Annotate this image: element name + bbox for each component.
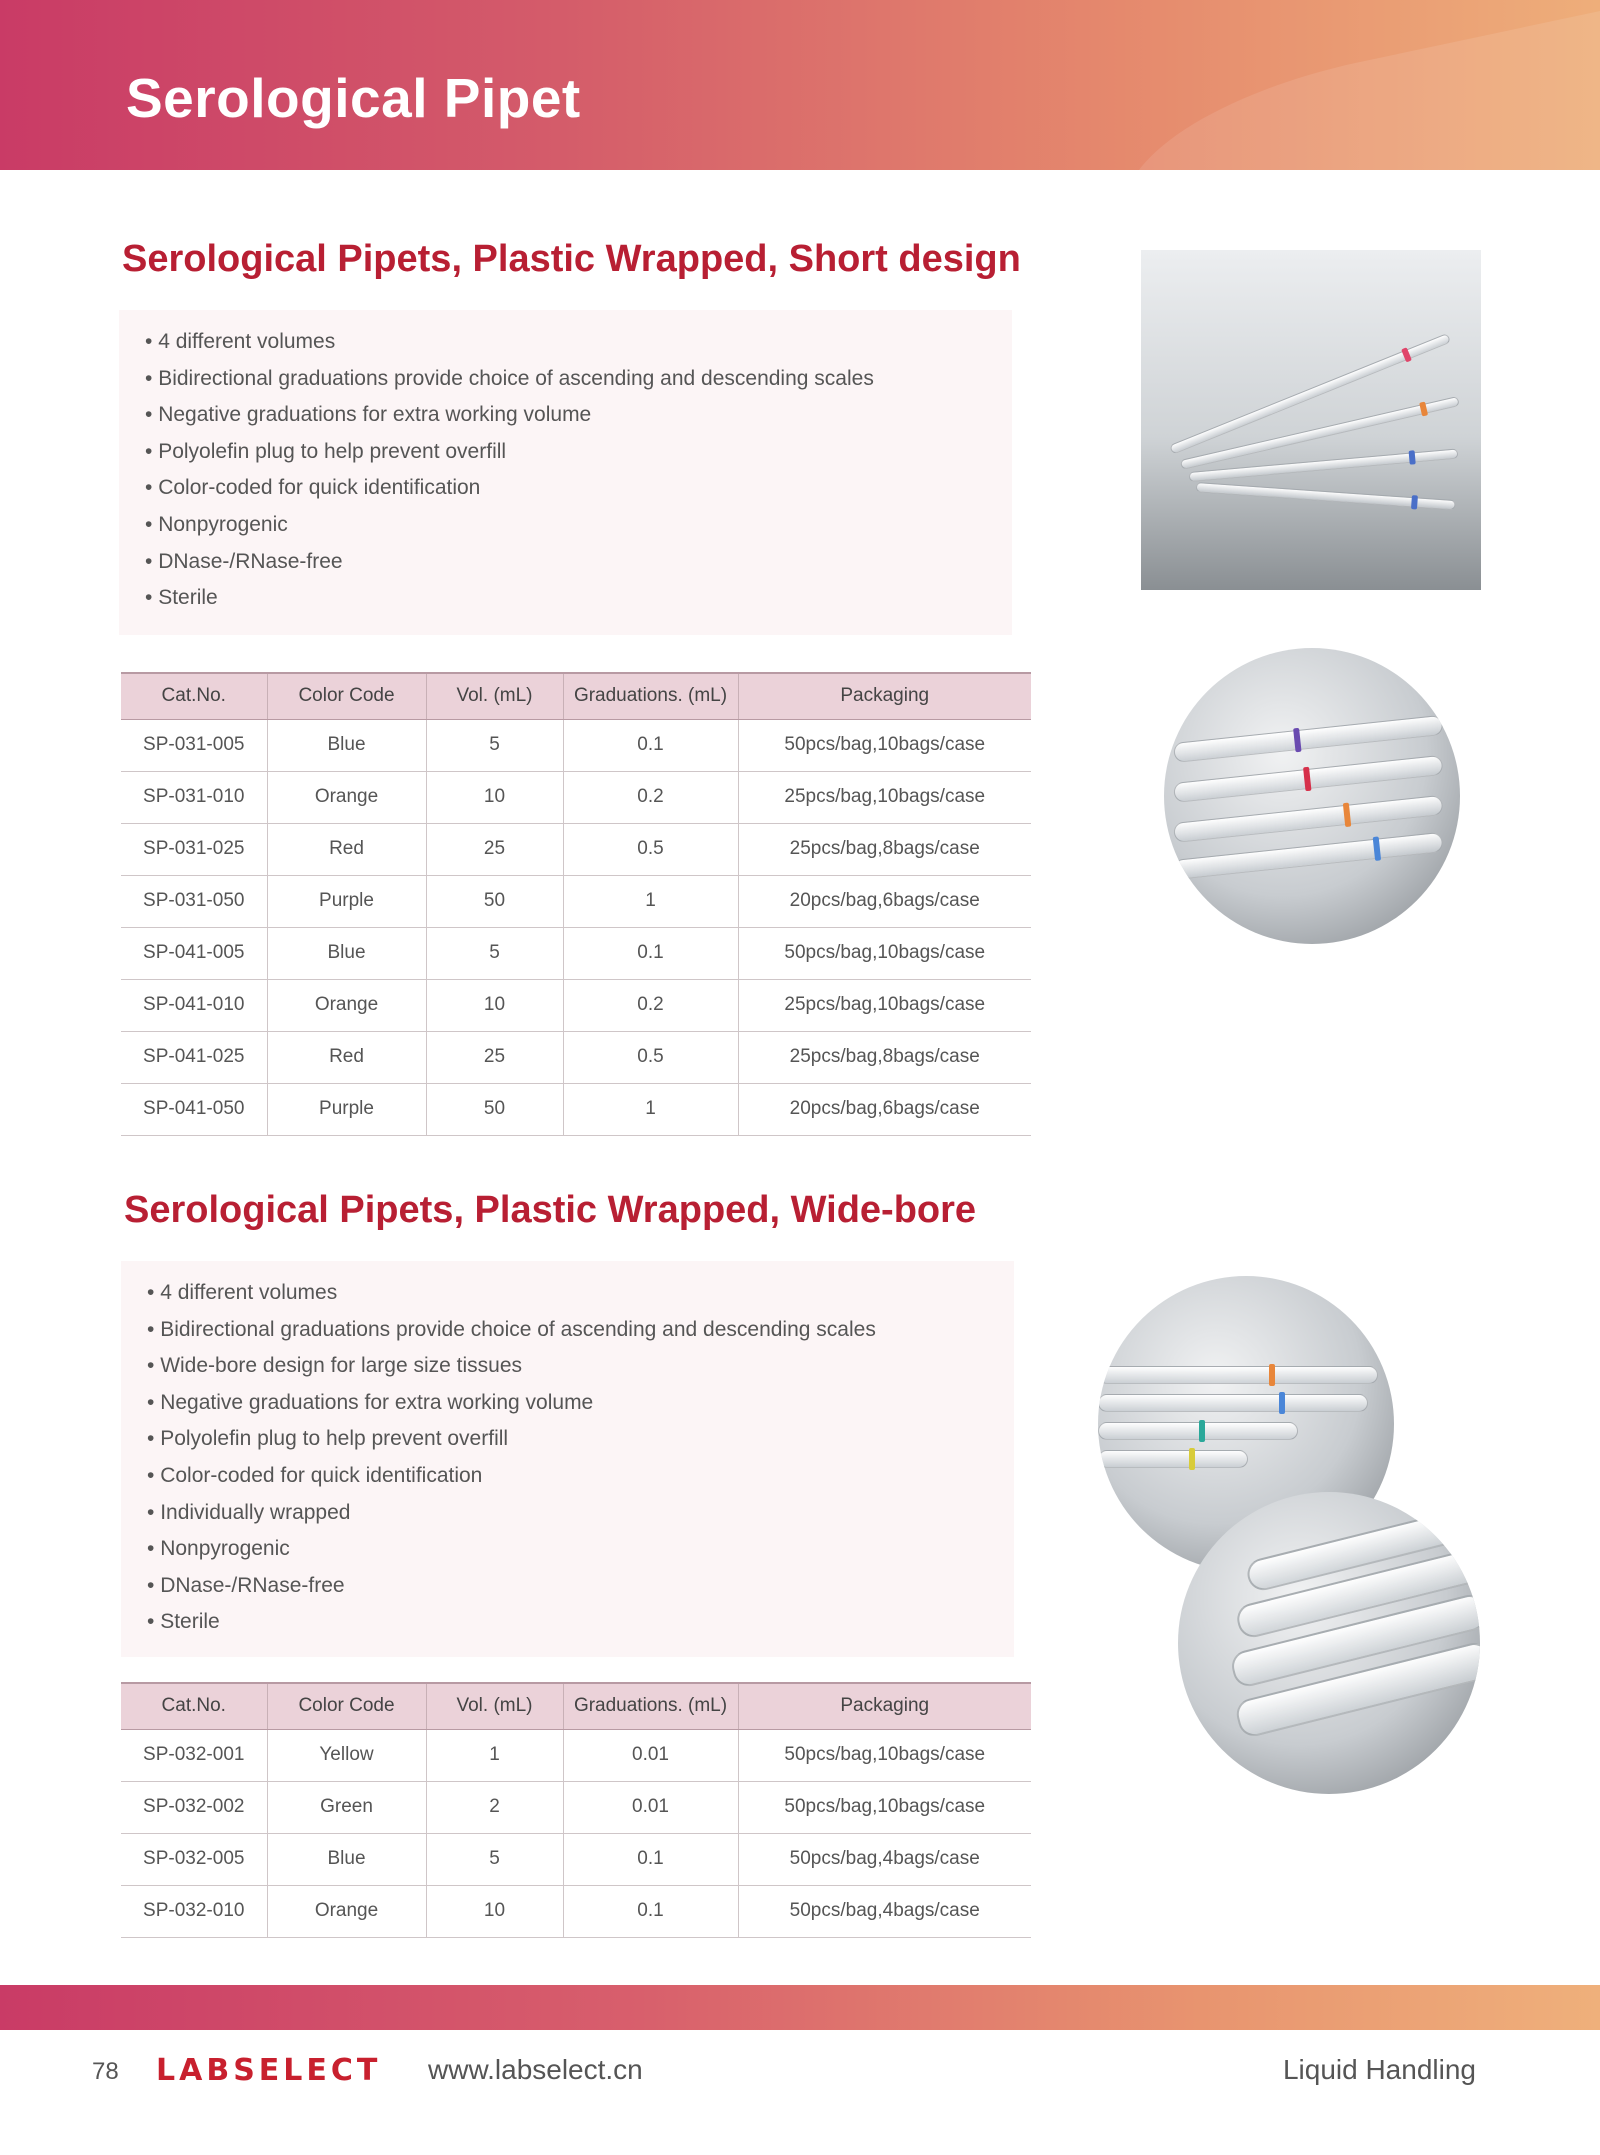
cell-volume: 5 [426,719,563,771]
website-link[interactable]: www.labselect.cn [428,2054,643,2085]
feature-box-short-design [119,310,1012,635]
cell-cat-no: SP-032-010 [121,1885,267,1937]
feature-list [119,310,1012,617]
cell-color-code: Red [267,823,426,875]
cell-cat-no: SP-032-001 [121,1729,267,1781]
feature-item: • 4 different volumes [147,1275,1014,1312]
table-row [121,719,1031,771]
pipet-shape [1173,755,1444,803]
cell-packaging: 50pcs/bag,4bags/case [738,1833,1031,1885]
feature-item: • Negative graduations for extra working volume [145,397,1012,434]
feature-list [121,1261,1014,1641]
cell-graduations: 0.01 [563,1729,738,1781]
cell-packaging: 50pcs/bag,10bags/case [738,1781,1031,1833]
feature-item: • Color-coded for quick identification [145,470,1012,507]
cell-packaging: 50pcs/bag,10bags/case [738,719,1031,771]
cell-volume: 5 [426,1833,563,1885]
cell-graduations: 0.1 [563,1833,738,1885]
cell-graduations: 0.1 [563,927,738,979]
cell-cat-no: SP-032-002 [121,1781,267,1833]
pipet-shape [1098,1450,1248,1468]
feature-item: • 4 different volumes [145,324,1012,361]
table-row [121,927,1031,979]
column-header-packaging: Packaging [738,1683,1031,1729]
table-row [121,1031,1031,1083]
cell-volume: 10 [426,1885,563,1937]
cell-cat-no: SP-041-025 [121,1031,267,1083]
cell-cat-no: SP-032-005 [121,1833,267,1885]
cell-packaging: 50pcs/bag,10bags/case [738,1729,1031,1781]
feature-item: • Polyolefin plug to help prevent overfill [145,434,1012,471]
table-row [121,1885,1031,1937]
feature-item: • Bidirectional graduations provide choice of ascending and descending scales [147,1312,1014,1349]
page-number: 78 [92,2058,119,2085]
column-header-cat-no: Cat.No. [121,1683,267,1729]
cell-color-code: Orange [267,771,426,823]
cell-volume: 10 [426,771,563,823]
feature-item: • Sterile [145,580,1012,617]
footer-category: Liquid Handling [1282,2054,1476,2085]
cell-graduations: 0.1 [563,719,738,771]
footer-bar [0,1985,1600,2030]
product-photo-pipets-closeup [1164,648,1460,944]
cell-graduations: 0.01 [563,1781,738,1833]
table-header-row [121,1683,1031,1729]
table-row [121,1781,1031,1833]
table-row [121,771,1031,823]
feature-item: • Negative graduations for extra working volume [147,1385,1014,1422]
column-header-volume: Vol. (mL) [426,673,563,719]
cell-graduations: 0.5 [563,1031,738,1083]
table-row [121,875,1031,927]
cell-graduations: 0.2 [563,771,738,823]
feature-item: • Nonpyrogenic [147,1531,1014,1568]
table-row [121,823,1031,875]
cell-graduations: 0.1 [563,1885,738,1937]
cell-color-code: Yellow [267,1729,426,1781]
cell-cat-no: SP-031-005 [121,719,267,771]
feature-box-wide-bore [121,1261,1014,1657]
cell-cat-no: SP-031-010 [121,771,267,823]
cell-packaging: 25pcs/bag,10bags/case [738,771,1031,823]
column-header-graduations: Graduations. (mL) [563,673,738,719]
cell-color-code: Orange [267,1885,426,1937]
table-row [121,1729,1031,1781]
feature-item: • Nonpyrogenic [145,507,1012,544]
cell-graduations: 1 [563,1083,738,1135]
cell-volume: 25 [426,823,563,875]
feature-item: • Wide-bore design for large size tissues [147,1348,1014,1385]
cell-packaging: 25pcs/bag,8bags/case [738,1031,1031,1083]
cell-volume: 5 [426,927,563,979]
pipet-shape [1196,482,1456,510]
cell-cat-no: SP-041-010 [121,979,267,1031]
cell-packaging: 50pcs/bag,10bags/case [738,927,1031,979]
column-header-graduations: Graduations. (mL) [563,1683,738,1729]
cell-volume: 50 [426,875,563,927]
feature-item: • Color-coded for quick identification [147,1458,1014,1495]
cell-packaging: 20pcs/bag,6bags/case [738,875,1031,927]
pipet-shape [1098,1394,1368,1412]
cell-volume: 25 [426,1031,563,1083]
column-header-cat-no: Cat.No. [121,673,267,719]
page-title: Serological Pipet [126,67,581,129]
column-header-volume: Vol. (mL) [426,1683,563,1729]
header-wave-decoration [1105,8,1600,170]
cell-graduations: 0.2 [563,979,738,1031]
cell-color-code: Purple [267,875,426,927]
cell-color-code: Blue [267,719,426,771]
cell-color-code: Purple [267,1083,426,1135]
cell-volume: 2 [426,1781,563,1833]
cell-volume: 50 [426,1083,563,1135]
cell-cat-no: SP-041-005 [121,927,267,979]
cell-packaging: 50pcs/bag,4bags/case [738,1885,1031,1937]
pipet-shape [1098,1366,1378,1384]
table-row [121,1833,1031,1885]
feature-item: • Individually wrapped [147,1495,1014,1532]
column-header-color-code: Color Code [267,673,426,719]
column-header-color-code: Color Code [267,1683,426,1729]
table-header-row [121,673,1031,719]
cell-packaging: 25pcs/bag,10bags/case [738,979,1031,1031]
cell-color-code: Blue [267,927,426,979]
table-row [121,979,1031,1031]
section-title-wide-bore: Serological Pipets, Plastic Wrapped, Wide-bore [124,1189,977,1231]
cell-packaging: 20pcs/bag,6bags/case [738,1083,1031,1135]
feature-item: • DNase-/RNase-free [147,1568,1014,1605]
product-photo-wide-bore-ends [1178,1492,1480,1794]
section-title-short-design: Serological Pipets, Plastic Wrapped, Short design [122,238,1021,280]
cell-cat-no: SP-031-025 [121,823,267,875]
feature-item: • Sterile [147,1604,1014,1641]
feature-item: • DNase-/RNase-free [145,544,1012,581]
cell-packaging: 25pcs/bag,8bags/case [738,823,1031,875]
cell-graduations: 1 [563,875,738,927]
cell-color-code: Blue [267,1833,426,1885]
spec-table-wide-bore [121,1682,1031,1938]
pipet-shape [1098,1422,1298,1440]
cell-cat-no: SP-041-050 [121,1083,267,1135]
pipet-shape [1173,832,1444,880]
pipet-shape [1173,715,1444,763]
product-photo-pipets-angled [1141,250,1481,590]
cell-cat-no: SP-031-050 [121,875,267,927]
cell-color-code: Green [267,1781,426,1833]
column-header-packaging: Packaging [738,673,1031,719]
cell-graduations: 0.5 [563,823,738,875]
brand-logo: LABSELECT [156,2053,382,2088]
cell-color-code: Orange [267,979,426,1031]
cell-volume: 10 [426,979,563,1031]
feature-item: • Bidirectional graduations provide choice of ascending and descending scales [145,361,1012,398]
feature-item: • Polyolefin plug to help prevent overfill [147,1421,1014,1458]
cell-color-code: Red [267,1031,426,1083]
spec-table-short-design [121,672,1031,1136]
cell-volume: 1 [426,1729,563,1781]
table-row [121,1083,1031,1135]
